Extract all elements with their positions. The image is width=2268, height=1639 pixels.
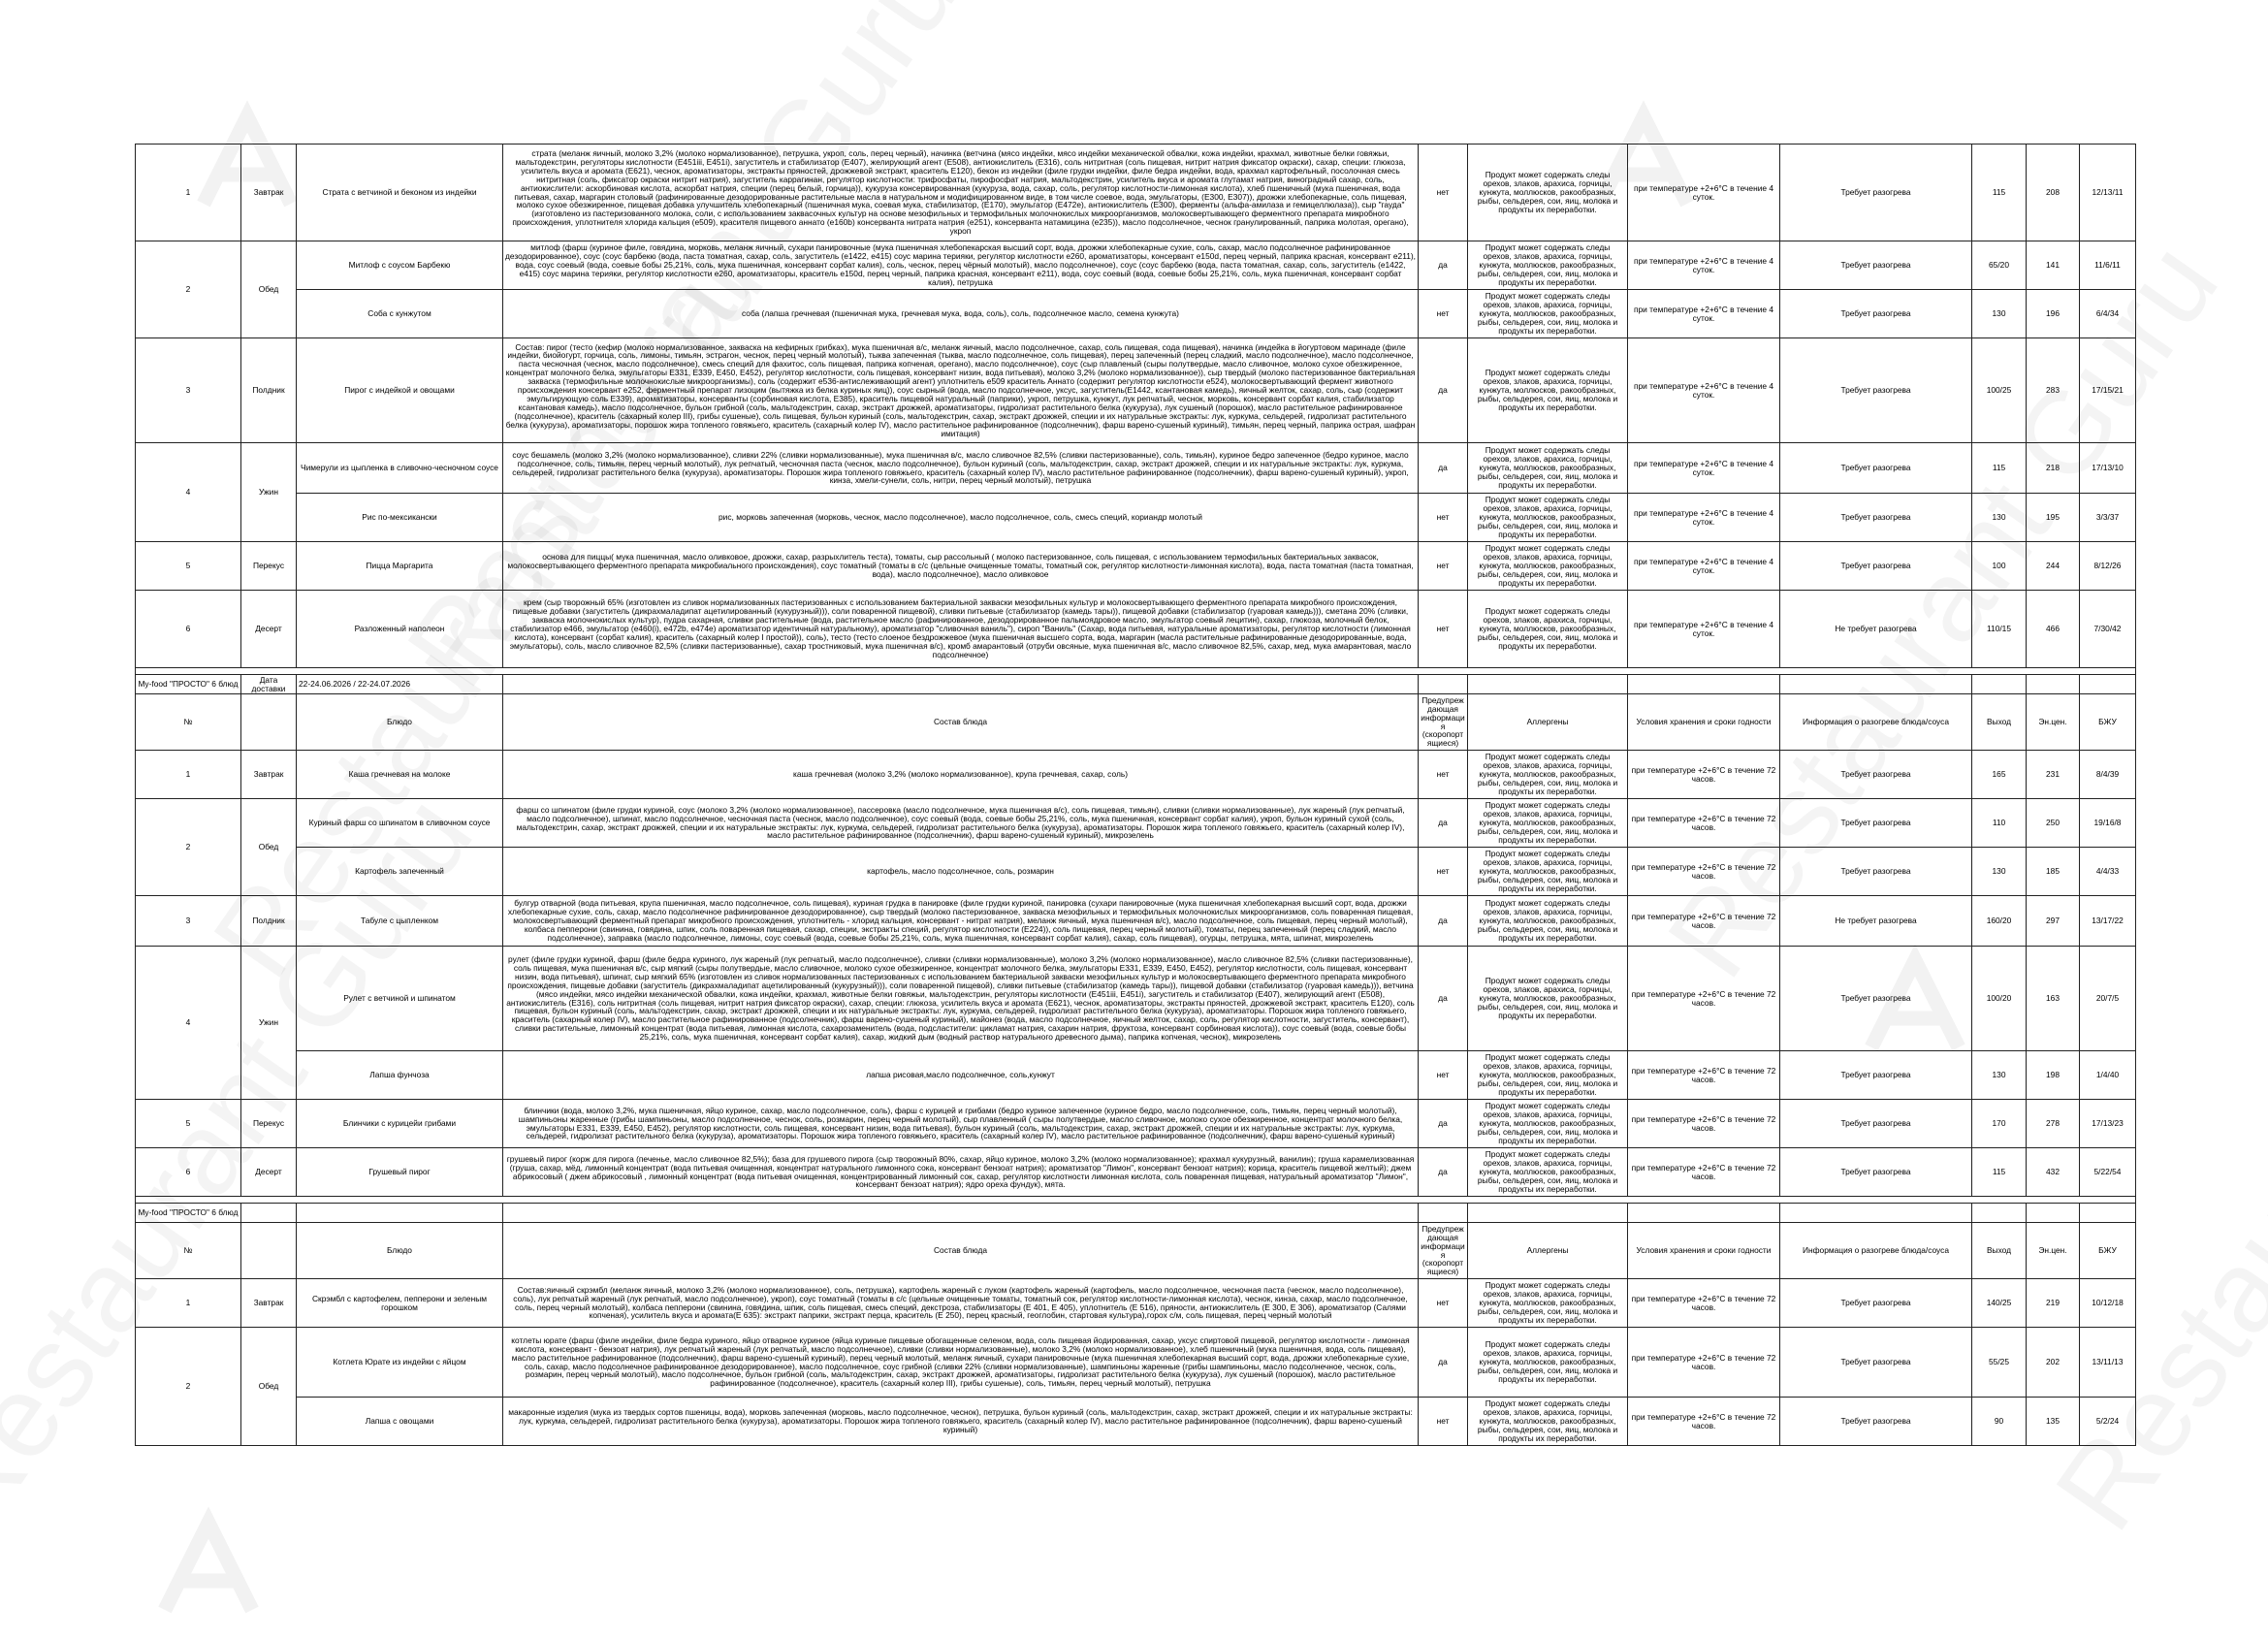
storage-info: при температуре +2+6°С в течение 4 суток. bbox=[1628, 591, 1780, 668]
meal-type: Перекус bbox=[241, 542, 297, 591]
yield-value: 55/25 bbox=[1972, 1328, 2027, 1398]
allergens-info: Продукт может содержать следы орехов, злаков, арахиса, горчицы, кунжута, моллюсков, ракообразных, рыбы, сельдерея, сои, яиц, молока и продукты их переработки. bbox=[1468, 947, 1628, 1051]
reheat-info: Требует разогрева bbox=[1780, 241, 1972, 290]
storage-info: при температуре +2+6°С в течение 72 часов. bbox=[1628, 1328, 1780, 1398]
warning-flag: нет bbox=[1419, 591, 1468, 668]
table-row bbox=[136, 494, 2136, 542]
warning-flag: нет bbox=[1419, 542, 1468, 591]
reheat-info: Требует разогрева bbox=[1780, 443, 1972, 494]
warning-flag: да bbox=[1419, 896, 1468, 947]
header-row-number: № bbox=[136, 694, 241, 751]
bju-value: 1/4/40 bbox=[2080, 1051, 2136, 1100]
header-warning-flag: Предупреждающая информация (скоропортящиеся) bbox=[1419, 694, 1468, 751]
allergens-info: Продукт может содержать следы орехов, злаков, арахиса, горчицы, кунжута, моллюсков, ракообразных, рыбы, сельдерея, сои, яиц, молока и продукты их переработки. bbox=[1468, 591, 1628, 668]
yield-value: 130 bbox=[1972, 494, 2027, 542]
warning-flag: нет bbox=[1419, 848, 1468, 896]
table-row bbox=[136, 290, 2136, 338]
yield-value: 165 bbox=[1972, 751, 2027, 799]
dish-ingredients: лапша рисовая,масло подсолнечное, соль,кунжут bbox=[503, 1051, 1419, 1100]
brand-label: My-food "ПРОСТО" 6 блюд bbox=[136, 1204, 241, 1223]
reheat-info: Не требует разогрева bbox=[1780, 591, 1972, 668]
reheat-info: Требует разогрева bbox=[1780, 1398, 1972, 1446]
energy-value: 278 bbox=[2027, 1100, 2080, 1148]
allergens-info: Продукт может содержать следы орехов, злаков, арахиса, горчицы, кунжута, моллюсков, ракообразных, рыбы, сельдерея, сои, яиц, молока и продукты их переработки. bbox=[1468, 1328, 1628, 1398]
dish-name: Каша гречневая на молоке bbox=[297, 751, 503, 799]
warning-flag: нет bbox=[1419, 1398, 1468, 1446]
header-storage-info: Условия хранения и сроки годности bbox=[1628, 694, 1780, 751]
reheat-info: Требует разогрева bbox=[1780, 1100, 1972, 1148]
table-row bbox=[136, 542, 2136, 591]
dish-ingredients: соба (лапша гречневая (пшеничная мука, гречневая мука, вода, соль), соль, подсолнечное масло, семена кунжута) bbox=[503, 290, 1419, 338]
allergens-info: Продукт может содержать следы орехов, злаков, арахиса, горчицы, кунжута, моллюсков, ракообразных, рыбы, сельдерея, сои, яиц, молока и продукты их переработки. bbox=[1468, 848, 1628, 896]
storage-info: при температуре +2+6°С в течение 72 часов. bbox=[1628, 1051, 1780, 1100]
meal-type: Завтрак bbox=[241, 145, 297, 241]
table-row bbox=[136, 848, 2136, 896]
dish-name: Чимерули из цыпленка в сливочно-чесночном соусе bbox=[297, 443, 503, 494]
table-row bbox=[136, 896, 2136, 947]
table-row bbox=[136, 591, 2136, 668]
storage-info: при температуре +2+6°С в течение 72 часов. bbox=[1628, 751, 1780, 799]
allergens-info: Продукт может содержать следы орехов, злаков, арахиса, горчицы, кунжута, моллюсков, ракообразных, рыбы, сельдерея, сои, яиц, молока и продукты их переработки. bbox=[1468, 145, 1628, 241]
allergens-info: Продукт может содержать следы орехов, злаков, арахиса, горчицы, кунжута, моллюсков, ракообразных, рыбы, сельдерея, сои, яиц, молока и продукты их переработки. bbox=[1468, 241, 1628, 290]
bju-value: 17/13/23 bbox=[2080, 1100, 2136, 1148]
storage-info: при температуре +2+6°С в течение 72 часов. bbox=[1628, 947, 1780, 1051]
header-energy-value: Эн.цен. bbox=[2027, 694, 2080, 751]
yield-value: 100/20 bbox=[1972, 947, 2027, 1051]
yield-value: 115 bbox=[1972, 145, 2027, 241]
table-row bbox=[136, 1279, 2136, 1328]
storage-info: при температуре +2+6°С в течение 72 часов. bbox=[1628, 1100, 1780, 1148]
yield-value: 130 bbox=[1972, 848, 2027, 896]
dish-name: Разложенный наполеон bbox=[297, 591, 503, 668]
dish-name: Скрэмбл с картофелем, пепперони и зеленым горошком bbox=[297, 1279, 503, 1328]
row-number: 5 bbox=[136, 1100, 241, 1148]
reheat-info: Требует разогрева bbox=[1780, 494, 1972, 542]
warning-flag: да bbox=[1419, 338, 1468, 443]
info-block-2 bbox=[136, 1197, 2136, 1223]
day1-header bbox=[136, 694, 2136, 751]
row-number: 3 bbox=[136, 896, 241, 947]
yield-value: 115 bbox=[1972, 443, 2027, 494]
dish-name: Блинчики с курицейи грибами bbox=[297, 1100, 503, 1148]
energy-value: 283 bbox=[2027, 338, 2080, 443]
table-row bbox=[136, 241, 2136, 290]
reheat-info: Требует разогрева bbox=[1780, 799, 1972, 848]
day0-body bbox=[136, 145, 2136, 668]
bju-value: 4/4/33 bbox=[2080, 848, 2136, 896]
allergens-info: Продукт может содержать следы орехов, злаков, арахиса, горчицы, кунжута, моллюсков, ракообразных, рыбы, сельдерея, сои, яиц, молока и продукты их переработки. bbox=[1468, 542, 1628, 591]
delivery-date-label: Дата доставки bbox=[241, 675, 297, 694]
bju-value: 12/13/11 bbox=[2080, 145, 2136, 241]
reheat-info: Требует разогрева bbox=[1780, 290, 1972, 338]
dish-ingredients: Состав: пирог (тесто (кефир (молоко нормализованное, закваска на кефирных грибках), мука пшеничная в/с, меланж яичный, масло подсолнечное, сахар, соль пищевая, сода пищевая), начинка (индейка в йогуртовом маринаде (филе индейки, биойогурт, горчица, соль, лимоны, тимьян, эстрагон, чеснок, перец черный молотый), тыква запеченная (тыква, масло подсолнечное, соль пищевая), перец запеченный (перец сладкий, масло подсолнечное), масло подсолнечное, паста чесночная (чеснок, масло подсолнечное), смесь специй для фахитос, соль пищевая, паприка копченая, орегано), масло подсолнечное), соус (сыр плавленый (сыры полутвердые, масло сливочное, молоко сухое обезжиренное, концентрат молочного белка, эмульгаторы Е331, Е339, Е450, Е452), регулятор кислотности, соль пищевая, консервант низин, вода питьевая), молоко 3,2% (молоко нормализованное)), сыр твердый (молоко пастеризованное бактериальная закваска (термофильные молочнокислые микроорганизмы), соль (содержит е536-антислеживающий агент) уплотнитель е509 краситель Аннато (содержит регулятор кислотности е524), молокосвертывающий фермент животного происхождения консервант е252, ферментный препарат лизоцим (вытяжка из белка куриных яиц)), соус сырный (вода, масло подсолнечное, уксус, загуститель(Е1442, ксантановая камедь), яичный желток, сахар, соль, сыр (содержит эмульгирующую соль Е339), ароматизаторы, консерванты (сорбиновая кислота, Е385), краситель пищевой натуральный (паприки), укроп, петрушка, кунжут, лук репчатый, чеснок, морковь, консервант сорбат калия, стабилизатор ксантановая камедь), масло подсолнечное, бульон грибной (соль, мальтодекстрин, сахар, экстракт дрожжей, ароматизаторы, гидролизат растительного белка (кукуруза), лук сушеный (порошок), масло растительное рафинированное (подсолнечное), краситель (сахарный колер III), грибы сушеные), соль пищевая, бульон куриный (соль, мальтодекстрин, сахар, экстракт дрожжей, специи и их натуральные экстракты: лук, куркума, сельдерей, гидролизат растительного белка (кукуруза), ароматизаторы, порошок жира топленого говяжьего, краситель (сахарный колер IV), масло растительное рафинированное (подсолнечник), фарш варено-сушеный куриный), тимьян, перец черный, паприка острая, шафран имитация) bbox=[503, 338, 1419, 443]
table-row bbox=[136, 443, 2136, 494]
dish-ingredients: основа для пиццы( мука пшеничная, масло оливковое, дрожжи, сахар, разрыхлитель теста), томаты, сыр рассольный ( молоко пастеризованное, соль пищевая, с использованием термофильных бактериальных заквасок, молокосвертывающего ферментного препарата микробиального происхождения), соус томатный (томаты в с/с (цельные очищенные томаты, томатный сок, регулятор кислотности-лимонная кислота), вода, паста томатная (паста томатная, вода), масло подсолнечное), масло оливковое bbox=[503, 542, 1419, 591]
yield-value: 100/25 bbox=[1972, 338, 2027, 443]
row-number: 5 bbox=[136, 542, 241, 591]
row-number: 1 bbox=[136, 1279, 241, 1328]
yield-value: 110/15 bbox=[1972, 591, 2027, 668]
energy-value: 163 bbox=[2027, 947, 2080, 1051]
yield-value: 130 bbox=[1972, 1051, 2027, 1100]
meal-type: Полдник bbox=[241, 896, 297, 947]
storage-info: при температуре +2+6°С в течение 4 суток. bbox=[1628, 241, 1780, 290]
dish-name: Пирог с индейкой и овощами bbox=[297, 338, 503, 443]
bju-value: 3/3/37 bbox=[2080, 494, 2136, 542]
reheat-info: Требует разогрева bbox=[1780, 751, 1972, 799]
energy-value: 196 bbox=[2027, 290, 2080, 338]
header-allergens-info: Аллергены bbox=[1468, 694, 1628, 751]
bju-value: 5/2/24 bbox=[2080, 1398, 2136, 1446]
energy-value: 208 bbox=[2027, 145, 2080, 241]
warning-flag: да bbox=[1419, 443, 1468, 494]
header-row-number: № bbox=[136, 1223, 241, 1279]
header-row bbox=[136, 1223, 2136, 1279]
warning-flag: нет bbox=[1419, 1279, 1468, 1328]
bju-value: 10/12/18 bbox=[2080, 1279, 2136, 1328]
energy-value: 135 bbox=[2027, 1398, 2080, 1446]
header-meal-type bbox=[241, 694, 297, 751]
dish-name: Пицца Маргарита bbox=[297, 542, 503, 591]
storage-info: при температуре +2+6°С в течение 4 суток. bbox=[1628, 494, 1780, 542]
reheat-info: Требует разогрева bbox=[1780, 1148, 1972, 1197]
table-row bbox=[136, 1051, 2136, 1100]
energy-value: 198 bbox=[2027, 1051, 2080, 1100]
header-dish-name: Блюдо bbox=[297, 694, 503, 751]
warning-flag: да bbox=[1419, 947, 1468, 1051]
dish-ingredients: макаронные изделия (мука из твердых сортов пшеницы, вода), морковь запеченная (морковь, масло подсолнечное, чеснок), петрушка, бульон куриный (соль, мальтодекстрин, сахар, экстракт дрожжей, специи и их натуральные экстракты: лук, куркума, сельдерей, гидролизат растительного белка (кукуруза), ароматизаторы. Порошок жира топленого говяжьего, краситель (сахарный колер IV), масло растительное рафинированное (подсолнечник), фарш варено-сушеный куриный) bbox=[503, 1398, 1419, 1446]
allergens-info: Продукт может содержать следы орехов, злаков, арахиса, горчицы, кунжута, моллюсков, ракообразных, рыбы, сельдерея, сои, яиц, молока и продукты их переработки. bbox=[1468, 443, 1628, 494]
energy-value: 297 bbox=[2027, 896, 2080, 947]
yield-value: 90 bbox=[1972, 1398, 2027, 1446]
bju-value: 17/13/10 bbox=[2080, 443, 2136, 494]
reheat-info: Требует разогрева bbox=[1780, 848, 1972, 896]
table-row bbox=[136, 1328, 2136, 1398]
allergens-info: Продукт может содержать следы орехов, злаков, арахиса, горчицы, кунжута, моллюсков, ракообразных, рыбы, сельдерея, сои, яиц, молока и продукты их переработки. bbox=[1468, 1398, 1628, 1446]
table-row bbox=[136, 1148, 2136, 1197]
allergens-info: Продукт может содержать следы орехов, злаков, арахиса, горчицы, кунжута, моллюсков, ракообразных, рыбы, сельдерея, сои, яиц, молока и продукты их переработки. bbox=[1468, 751, 1628, 799]
warning-flag: нет bbox=[1419, 290, 1468, 338]
storage-info: при температуре +2+6°С в течение 72 часов. bbox=[1628, 799, 1780, 848]
day2-body bbox=[136, 1279, 2136, 1446]
storage-info: при температуре +2+6°С в течение 4 суток. bbox=[1628, 145, 1780, 241]
header-dish-ingredients: Состав блюда bbox=[503, 1223, 1419, 1279]
meal-type: Завтрак bbox=[241, 751, 297, 799]
row-number: 6 bbox=[136, 591, 241, 668]
header-energy-value: Эн.цен. bbox=[2027, 1223, 2080, 1279]
header-reheat-info: Информация о разогреве блюда/соуса bbox=[1780, 1223, 1972, 1279]
row-number: 4 bbox=[136, 947, 241, 1100]
meal-type: Обед bbox=[241, 241, 297, 338]
dish-ingredients: котлеты юрате (фарш (филе индейки, филе бедра куриного, яйцо отварное куриное (яйца куриные пищевые обогащенные селеном, вода, соль пищевая йодированная, сахар, уксус спиртовой пищевой, регулятор кислотности - лимонная кислота, консервант - бензоат натрия), лук репчатый жареный (лук репчатый, масло подсолнечное), сливки (сливки нормализованные), молоко 3,2% (молоко нормализованное), хлеб пшеничный (мука пшеничная, вода, соль пищевая), масло растительное рафинированное (подсолнечник), фарш варено-сушеный куриный), перец черный молотый, меланж яичный, сухари панировочные (мука пшеничная хлебопекарная высший сорт, вода, дрожжи хлебопекарные сухие, соль, сахар, масло подсолнечное рафинированное дезодорированное), масло подсолнечное, соус грибной (сливки 22% (сливки нормализованные), шампиньоны жаренные (грибы шампиньоны, масло подсолнечное, чеснок, соль, розмарин, перец черный молотый), масло подсолнечное, бульон грибной (соль, мальтодекстрин, сахар, экстракт дрожжей, ароматизаторы, гидролизат растительного белка (кукуруза), лук сушеный (порошок), масло растительное рафинированное (подсолнечное), краситель (сахарный колер III), грибы сушеные), соль, тимьян, перец черный молотый), петрушка bbox=[503, 1328, 1419, 1398]
yield-value: 170 bbox=[1972, 1100, 2027, 1148]
menu-table bbox=[135, 144, 2136, 1446]
warning-flag: да bbox=[1419, 1328, 1468, 1398]
table-row bbox=[136, 751, 2136, 799]
energy-value: 219 bbox=[2027, 1279, 2080, 1328]
meal-type: Обед bbox=[241, 799, 297, 896]
dish-ingredients: фарш со шпинатом (филе грудки куриной, соус (молоко 3,2% (молоко нормализованное), пассеровка (масло подсолнечное, мука пшеничная в/с), соль пищевая, тимьян), сливки (сливки нормализованные), лук жареный (лук репчатый, масло подсолнечное), шпинат, масло подсолнечное, чесночная паста (чеснок, масло подсолнечное), соус соевый (вода, соевые бобы 25,21%, соль, мука пшеничная, консервант сорбат калия), укроп, бульон куриный сухой (соль, мальтодекстрин, сахар, экстракт дрожжей, специи и их натуральные экстракты: лук, куркума, сельдерей, гидролизат растительного белка (кукуруза), ароматизаторы. Порошок жира топленого говяжьего, краситель (сахарный колер IV), масло растительное рафинированное (подсолнечник), фарш варено-сушеный куриный), микрозелень bbox=[503, 799, 1419, 848]
meal-type: Перекус bbox=[241, 1100, 297, 1148]
dish-name: Котлета Юрате из индейки с яйцом bbox=[297, 1328, 503, 1398]
storage-info: при температуре +2+6°С в течение 72 часов. bbox=[1628, 896, 1780, 947]
energy-value: 141 bbox=[2027, 241, 2080, 290]
info-block bbox=[136, 668, 2136, 694]
energy-value: 202 bbox=[2027, 1328, 2080, 1398]
energy-value: 250 bbox=[2027, 799, 2080, 848]
dish-name: Табуле с цыпленком bbox=[297, 896, 503, 947]
bju-value: 13/11/13 bbox=[2080, 1328, 2136, 1398]
row-number: 6 bbox=[136, 1148, 241, 1197]
allergens-info: Продукт может содержать следы орехов, злаков, арахиса, горчицы, кунжута, моллюсков, ракообразных, рыбы, сельдерея, сои, яиц, молока и продукты их переработки. bbox=[1468, 1148, 1628, 1197]
dish-ingredients: соус бешамель (молоко 3,2% (молоко нормализованное), сливки 22% (сливки нормализованные), мука пшеничная в/с, масло сливочное 82,5% (сливки пастеризованные), соль, тимьян), куриное бедро запеченное (бедро куриное, масло подсолнечное, соль, тимьян, перец черный молотый), лук репчатый, чесночная паста (чеснок, масло подсолнечное), бульон куриный (соль, мальтодекстрин, сахар, экстракт дрожжей, специи и их натуральные экстракты: лук, куркума, сельдерей, гидролизат растительного белка (кукуруза), ароматизаторы. Порошок жира топленого говяжьего, краситель (сахарный колер IV), масло растительное рафинированное (подсолнечник), фарш варено-сушеный куриный), укроп, кинза, хмели-сунели, соль, нитри, перец черный молотый), петрушка bbox=[503, 443, 1419, 494]
yield-value: 100 bbox=[1972, 542, 2027, 591]
table-row bbox=[136, 338, 2136, 443]
allergens-info: Продукт может содержать следы орехов, злаков, арахиса, горчицы, кунжута, моллюсков, ракообразных, рыбы, сельдерея, сои, яиц, молока и продукты их переработки. bbox=[1468, 799, 1628, 848]
dish-ingredients: крем (сыр творожный 65% (изготовлен из сливок нормализованных пастеризованных с использованием бактериальной закваски мезофильных культур и молокосвертывающего ферментного препарата микробного происхождения, пищевые добавки (загуститель (дикрахмаладипат ацетилированный (кукурузный))), соли поваренной пищевой), сливки питьевые (стабилизатор (камедь тары)), пищевой добавки (стабилизатор (гуаровая камедь))), сметана 20% (сливки, закваска молочнокислых культур), пудра сахарная, сливки растительные (вода, растительное масло (рафинированное, дезодорированное пальмоядровое масло, эмульгатор соевый лецитин), сахар, глюкоза, молочный белок, стабилизатор е466, эмульгатор (е460(i), е472b, е474e) ароматизатор идентичный натуральному), ароматизатор "сливочная ваниль"), сироп "Ваниль" (Сахар, вода питьевая, натуральные ароматизаторы, регулятор кислотности (лимонная кислота), консервант (сорбат калия), краситель (сахарный колер I простой)), соль), тесто (тесто слоеное бездрожжевое (мука пшеничная высшего сорта, вода, маргарин (масла растительные рафинированные дезодорированные, вода, эмульгаторы), соль, масло сливочное 82,5% (сливки пастеризованные), сахар тростниковый, мука пшеничная в/с), кромб амарантовый (отруби овсяные, мука пшеничная в/с, масло сливочное 82,5%, сахар, мед, мука амарантовая, масло подсолнечное) bbox=[503, 591, 1419, 668]
reheat-info: Требует разогрева bbox=[1780, 947, 1972, 1051]
storage-info: при температуре +2+6°С в течение 4 суток. bbox=[1628, 290, 1780, 338]
yield-value: 160/20 bbox=[1972, 896, 2027, 947]
header-dish-name: Блюдо bbox=[297, 1223, 503, 1279]
storage-info: при температуре +2+6°С в течение 72 часов. bbox=[1628, 1279, 1780, 1328]
row-number: 1 bbox=[136, 145, 241, 241]
storage-info: при температуре +2+6°С в течение 4 суток. bbox=[1628, 338, 1780, 443]
row-number: 3 bbox=[136, 338, 241, 443]
dish-name: Митлоф с соусом Барбекю bbox=[297, 241, 503, 290]
dish-ingredients: Состав:яичный скрэмбл (меланж яичный, молоко 3,2% (молоко нормализованное), соль, петрушка), картофель жареный с луком (картофель жареный (картофель, масло подсолнечное, чесночная паста (чеснок, масло подсолнечное), соль), лук репчатый жареный (лук репчатый, масло подсолнечное), укроп), соус томатный (томаты в с/с (цельные очищенные томаты, томатный сок, регулятор кислотности-лимонная кислота), чеснок, кинза, сахар, масло подсолнечное, соль, перец черный молотый), колбаса пепперони (свинина, говядина, шпик, соль пищевая, смесь специй, декстроза, стабилизаторы (Е 401, Е 405), уплотнитель (Е 516), пряности, антиокислитель (Е 300, Е 306), ароматизатор (Салями копченая), усилитель вкуса и аромата(Е 635): экстракт паприки, экстракт перца, краситель (Е 250), перец красный, геоглобин, стартовая культура),горох с/м, соль пищевая, перец черный молотый bbox=[503, 1279, 1419, 1328]
dish-ingredients: каша гречневая (молоко 3,2% (молоко нормализованное), крупа гречневая, сахар, соль) bbox=[503, 751, 1419, 799]
energy-value: 432 bbox=[2027, 1148, 2080, 1197]
table-row bbox=[136, 947, 2136, 1051]
bju-value: 6/4/34 bbox=[2080, 290, 2136, 338]
meal-type: Ужин bbox=[241, 947, 297, 1100]
dish-name: Лапша с овощами bbox=[297, 1398, 503, 1446]
warning-flag: нет bbox=[1419, 1051, 1468, 1100]
warning-flag: да bbox=[1419, 799, 1468, 848]
row-number: 2 bbox=[136, 241, 241, 338]
header-row bbox=[136, 694, 2136, 751]
dish-ingredients: митлоф (фарш (куриное филе, говядина, морковь, меланж яичный, сухари панировочные (мука пшеничная хлебопекарская высший сорт, вода, дрожжи хлебопекарные сухие, соль, сахар, масло подсолнечное рафинированное дезодорированное), соус (соус барбекю (вода, паста томатная, сахар, соль, загуститель (е1422, е415) соус марина терияки, регулятор кислотности е260, ароматизаторы, консервант е150d, перец черный, паприка красная, консервант е211), вода, соус соевый (вода, соевые бобы 25,21%, соль, мука пшеничная, консервант сорбат калия), соль, чеснок, перец чёрный молотый), масло подсолнечное), соус (соус барбекю (вода, паста томатная, сахар, соль, загуститель (е1422, е415) соус марина терияки, регулятор кислотности е260, ароматизаторы, краситель е150d, перец черный, паприка красная, консервант е211), вода, соус соевый (вода, соевые бобы 25,21%, соль, мука пшеничная, консервант сорбат калия), петрушка bbox=[503, 241, 1419, 290]
header-yield-value: Выход bbox=[1972, 1223, 2027, 1279]
table-row bbox=[136, 799, 2136, 848]
reheat-info: Требует разогрева bbox=[1780, 1328, 1972, 1398]
warning-flag: да bbox=[1419, 1100, 1468, 1148]
dish-name: Соба с кунжутом bbox=[297, 290, 503, 338]
row-number: 4 bbox=[136, 443, 241, 542]
watermark-logo-icon bbox=[136, 1494, 281, 1639]
reheat-info: Требует разогрева bbox=[1780, 338, 1972, 443]
energy-value: 466 bbox=[2027, 591, 2080, 668]
header-bju-value: БЖУ bbox=[2080, 694, 2136, 751]
allergens-info: Продукт может содержать следы орехов, злаков, арахиса, горчицы, кунжута, моллюсков, ракообразных, рыбы, сельдерея, сои, яиц, молока и продукты их переработки. bbox=[1468, 494, 1628, 542]
reheat-info: Требует разогрева bbox=[1780, 145, 1972, 241]
allergens-info: Продукт может содержать следы орехов, злаков, арахиса, горчицы, кунжута, моллюсков, ракообразных, рыбы, сельдерея, сои, яиц, молока и продукты их переработки. bbox=[1468, 1100, 1628, 1148]
warning-flag: да bbox=[1419, 1148, 1468, 1197]
energy-value: 195 bbox=[2027, 494, 2080, 542]
header-yield-value: Выход bbox=[1972, 694, 2027, 751]
dish-name: Рулет с ветчиной и шпинатом bbox=[297, 947, 503, 1051]
dish-ingredients: булгур отварной (вода питьевая, крупа пшеничная, масло подсолнечное, соль пищевая), куриная грудка в панировке (филе грудки куриной, панировка (сухари панировочные (мука пшеничная хлебопекарная высший сорт, вода, дрожжи хлебопекарные сухие, соль, сахар, масло подсолнечное рафинированное дезодорированное), сыр твердый (молоко пастеризованное, закваска мезофильных и термофильных молочнокислых микроорганизмов, соль поваренная пищевая, молокосвертывающий ферментный препарат микробного происхождения, уплотнитель - хлорид кальция, консервант - нитрат натрия), меланж яичный, мука пшеничная в/с), масло подсолнечное, соль пищевая, перец черный молотый), колбаса пепперони (свинина, говядина, шпик, соль поваренная пищевая, сахар, специи, экстракты специй, регулятор кислотности (Е224)), соль пищевая, перец черный молотый), томаты, перец запеченный (перец сладкий, масло подсолнечное), заправка (масло подсолнечное, лимоны, соус соевый (вода, соевые бобы 25,21%, соль, мука пшеничная, консервант сорбат калия), сахар, соль пищевая), огурцы, петрушка, мята, шпинат, микрозелень bbox=[503, 896, 1419, 947]
table-row bbox=[136, 145, 2136, 241]
meal-type: Десерт bbox=[241, 1148, 297, 1197]
dish-ingredients: страта (меланж яичный, молоко 3,2% (молоко нормализованное), петрушка, укроп, соль, перец черный), начинка (ветчина (мясо индейки, мясо индейки механической обвалки, кожа индейки, крахмал, животные белки говяжьи, мальтодекстрин, регуляторы кислотности (Е451iii, Е451i), загуститель и стабилизатор (Е407), желирующий агент (Е508), антиокислитель (Е316), соль нитритная (соль пищевая, нитрит натрия фиксатор окраски), сахар, специи: глюкоза, усилитель вкуса и аромата (Е621), чеснок, ароматизаторы, экстракты пряностей, дрожжевой экстракт, краситель Е120), бекон из индейки (филе грудки индейки, филе бедра индейки, вода, крахмал картофельный, посолочная смесь нитритная (соль, фиксатор окраски нитрит натрия), загуститель каррагинан, регулятор кислотности: трифосфаты, пирофосфат натрия, мальтодекстрин, усилитель вкуса и аромата глутамат натрия, виноградный сахар, соль, антиокислители: аскорбиновая кислота, аскорбат натрия, специи (перец белый, горчица)), кукуруза консервированная (кукуруза, вода, сахар, соль, регулятор кислотности-лимонная кислота), хлеб пшеничный (мука пшеничная, вода питьевая, сахар, маргарин столовый (рафинированные дезодорированные растительные масла в натуральном и модифицированном виде, в том числе соевое, вода, эмульгаторы, (Е300, Е307)), дрожжи хлебопекарные, соль пищевая, молоко сухое обезжиренное, пищевая добавка улучшитель хлебопекарный (пшеничная мука, соевая мука, стабилизатор, (Е170), эмульгатор (Е472е), антиокислитель (Е300), ферменты (альфа-амилаза и гемицеллюлаза)), сыр "гауда" (изготовлено из пастеризованного молока, соли, с использованием заквасочных культур на основе мезофильных и термофильных молочнокислых микроорганизмов, молокосвертывающего ферментного препарата микробного происхождения, уплотнителя хлорида кальция (е509), красителя пищевого аннато (е160b) консерванта нитрата натрия (е251), консерванта натамицина (е235)), масло подсолнечное, чеснок гранулированный, паприка молотая, орегано), укроп bbox=[503, 145, 1419, 241]
energy-value: 185 bbox=[2027, 848, 2080, 896]
storage-info: при температуре +2+6°С в течение 72 часов. bbox=[1628, 848, 1780, 896]
table-row bbox=[136, 1398, 2136, 1446]
bju-value: 17/15/21 bbox=[2080, 338, 2136, 443]
meal-type: Полдник bbox=[241, 338, 297, 443]
allergens-info: Продукт может содержать следы орехов, злаков, арахиса, горчицы, кунжута, моллюсков, ракообразных, рыбы, сельдерея, сои, яиц, молока и продукты их переработки. bbox=[1468, 1051, 1628, 1100]
header-storage-info: Условия хранения и сроки годности bbox=[1628, 1223, 1780, 1279]
table-row bbox=[136, 1100, 2136, 1148]
reheat-info: Требует разогрева bbox=[1780, 542, 1972, 591]
bju-value: 19/16/8 bbox=[2080, 799, 2136, 848]
bju-value: 5/22/54 bbox=[2080, 1148, 2136, 1197]
dish-ingredients: грушевый пирог (корж для пирога (печенье, масло сливочное 82,5%); база для грушевого пирога (сыр творожный 80%, сахар, яйцо куриное, молоко 3,2% (молоко нормализованное); крахмал кукурузный, ванилин); груша карамелизованная (груша, сахар, мёд, лимонный концентрат (вода питьевая очищенная, концентрат натурального лимонного сока, консервант бензоат натрия); ароматизатор "Лимон", консервант бензоат натрия); корица, краситель пищевой желтый); джем абрикосовый ( джем абрикосовый , лимонный концентрат (вода питьевая очищенная, концентрированный лимонный сок, сахар, регулятор кислотности лимонная кислота, соль поваренная пищевая, натуральный ароматизатор "Лимон", консервант бензоат натрия); ядро ореха фундук), мята. bbox=[503, 1148, 1419, 1197]
storage-info: при температуре +2+6°С в течение 72 часов. bbox=[1628, 1148, 1780, 1197]
header-allergens-info: Аллергены bbox=[1468, 1223, 1628, 1279]
header-meal-type bbox=[241, 1223, 297, 1279]
dish-ingredients: рис, морковь запеченная (морковь, чеснок, масло подсолнечное), масло подсолнечное, соль, смесь специй, кориандр молотый bbox=[503, 494, 1419, 542]
meal-type: Десерт bbox=[241, 591, 297, 668]
reheat-info: Требует разогрева bbox=[1780, 1279, 1972, 1328]
yield-value: 130 bbox=[1972, 290, 2027, 338]
warning-flag: нет bbox=[1419, 494, 1468, 542]
header-bju-value: БЖУ bbox=[2080, 1223, 2136, 1279]
row-number: 2 bbox=[136, 799, 241, 896]
allergens-info: Продукт может содержать следы орехов, злаков, арахиса, горчицы, кунжута, моллюсков, ракообразных, рыбы, сельдерея, сои, яиц, молока и продукты их переработки. bbox=[1468, 338, 1628, 443]
meal-type: Завтрак bbox=[241, 1279, 297, 1328]
row-number: 1 bbox=[136, 751, 241, 799]
energy-value: 244 bbox=[2027, 542, 2080, 591]
yield-value: 110 bbox=[1972, 799, 2027, 848]
dish-name: Куриный фарш со шпинатом в сливочном соусе bbox=[297, 799, 503, 848]
row-number: 2 bbox=[136, 1328, 241, 1446]
dish-name: Лапша фунчоза bbox=[297, 1051, 503, 1100]
warning-flag: нет bbox=[1419, 751, 1468, 799]
storage-info: при температуре +2+6°С в течение 4 суток. bbox=[1628, 542, 1780, 591]
bju-value: 11/6/11 bbox=[2080, 241, 2136, 290]
dish-ingredients: блинчики (вода, молоко 3,2%, мука пшеничная, яйцо куриное, сахар, масло подсолнечное, соль), фарш с курицей и грибами (бедро куриное запеченное (куриное бедро, масло подсолнечное, соль, тимьян, перец черный молотый), шампиньоны жаренные (грибы шампиньоны, масло подсолнечное, чеснок, соль, розмарин, перец черный молотый), сыр плавленный ( сыры полутвердые, масло сливочное, молоко сухое обезжиренное, концентрат молочного белка, эмульгаторы Е331, Е339, Е450, Е452), регулятор кислотности, соль пищевая, консервант низин, вода питьевая), бульон куриный (соль, мальтодекстрин, сахар, экстракт дрожжей, специи и их натуральные экстракты: лук, куркума, сельдерей, гидролизат растительного белка (кукуруза), ароматизаторы. Порошок жира топленого говяжьего, краситель (сахарный колер IV), масло растительное рафинированное (подсолнечник), фарш варено-сушеный куриный) bbox=[503, 1100, 1419, 1148]
storage-info: при температуре +2+6°С в течение 4 суток. bbox=[1628, 443, 1780, 494]
delivery-date-value: 22-24.06.2026 / 22-24.07.2026 bbox=[297, 675, 503, 694]
reheat-info: Не требует разогрева bbox=[1780, 896, 1972, 947]
warning-flag: да bbox=[1419, 241, 1468, 290]
allergens-info: Продукт может содержать следы орехов, злаков, арахиса, горчицы, кунжута, моллюсков, ракообразных, рыбы, сельдерея, сои, яиц, молока и продукты их переработки. bbox=[1468, 896, 1628, 947]
day2-header bbox=[136, 1223, 2136, 1279]
bju-value: 7/30/42 bbox=[2080, 591, 2136, 668]
reheat-info: Требует разогрева bbox=[1780, 1051, 1972, 1100]
dish-name: Рис по-мексикански bbox=[297, 494, 503, 542]
bju-value: 13/17/22 bbox=[2080, 896, 2136, 947]
bju-value: 8/12/26 bbox=[2080, 542, 2136, 591]
dish-name: Грушевый пирог bbox=[297, 1148, 503, 1197]
header-reheat-info: Информация о разогреве блюда/соуса bbox=[1780, 694, 1972, 751]
storage-info: при температуре +2+6°С в течение 72 часов. bbox=[1628, 1398, 1780, 1446]
yield-value: 140/25 bbox=[1972, 1279, 2027, 1328]
dish-name: Страта с ветчиной и беконом из индейки bbox=[297, 145, 503, 241]
brand-label: My-food "ПРОСТО" 6 блюд bbox=[136, 675, 241, 694]
header-dish-ingredients: Состав блюда bbox=[503, 694, 1419, 751]
allergens-info: Продукт может содержать следы орехов, злаков, арахиса, горчицы, кунжута, моллюсков, ракообразных, рыбы, сельдерея, сои, яиц, молока и продукты их переработки. bbox=[1468, 290, 1628, 338]
dish-ingredients: рулет (филе грудки куриной, фарш (филе бедра куриного, лук жареный (лук репчатый, масло подсолнечное), сливки (сливки нормализованные), молоко 3,2% (молоко нормализованное), масло сливочное 82,5% (сливки пастеризованные), соль пищевая, мука пшеничная в/с, сыр мягкий (сыры полутвердые, масло сливочное, молоко сухое обезжиренное, концентрат молочного белка, эмульгаторы Е331, Е339, Е450, Е452), регулятор кислотности, соль пищевая, консервант низин, вода питьевая), шпинат, сыр мягкий 65% (изготовлен из сливок нормализованных пастеризованных с использованием бактериальной закваски мезофильных культур и молокосвертывающего ферментного препарата микробного происхождения, пищевые добавки (загуститель (дикрахмаладипат ацетилированный (кукурузный))), соли поваренной пищевой), сливки питьевые (стабилизатор (камедь тары)), пищевой добавки (стабилизатор (гуаровая камедь))), ветчина (мясо индейки, мясо индейки механической обвалки, кожа индейки, крахмал, животные белки говяжьи, мальтодекстрин, регуляторы кислотности (Е451iii, Е451i), загуститель и стабилизатор (Е407), желирующий агент (Е508), антиокислитель (Е316), соль нитритная (соль пищевая, нитрит натрия фиксатор окраски), сахар, специи: глюкоза, усилитель вкуса и аромата (Е621), чеснок, ароматизаторы, экстракты пряностей, дрожжевой экстракт, краситель Е120), соль пищевая, бульон куриный (соль, мальтодекстрин, сахар, экстракт дрожжей, специи и их натуральные экстракты: лук, куркума, сельдерей, гидролизат растительного белка (кукуруза), ароматизаторы. Порошок жира топленого говяжьего, краситель (сахарный колер IV), масло растительное рафинированное (подсолнечник), фарш варено-сушеный куриный), майонез (вода, масло подсолнечное, яичный желток, сахар, соль, регулятор кислотности, загуститель, консервант), сливки растительные, лимонный концентрат (вода питьевая, лимонная кислота, сахарозаменитель (вода, подсластители: цикламат натрия, сахарин натрия, фруктоза, консервант сорбиновая кислота)), соус соевый (вода, соевые бобы 25,21%, соль, мука пшеничная, консервант сорбат калия), сахар, жидкий дым (водный раствор натурального древесного дыма), паприка копченая, чеснок), микрозелень bbox=[503, 947, 1419, 1051]
meal-type: Обед bbox=[241, 1328, 297, 1446]
energy-value: 231 bbox=[2027, 751, 2080, 799]
yield-value: 115 bbox=[1972, 1148, 2027, 1197]
bju-value: 20/7/5 bbox=[2080, 947, 2136, 1051]
allergens-info: Продукт может содержать следы орехов, злаков, арахиса, горчицы, кунжута, моллюсков, ракообразных, рыбы, сельдерея, сои, яиц, молока и продукты их переработки. bbox=[1468, 1279, 1628, 1328]
yield-value: 65/20 bbox=[1972, 241, 2027, 290]
dish-name: Картофель запеченный bbox=[297, 848, 503, 896]
warning-flag: нет bbox=[1419, 145, 1468, 241]
day1-body bbox=[136, 751, 2136, 1197]
energy-value: 218 bbox=[2027, 443, 2080, 494]
bju-value: 8/4/39 bbox=[2080, 751, 2136, 799]
dish-ingredients: картофель, масло подсолнечное, соль, розмарин bbox=[503, 848, 1419, 896]
meal-type: Ужин bbox=[241, 443, 297, 542]
header-warning-flag: Предупреждающая информация (скоропортящиеся) bbox=[1419, 1223, 1468, 1279]
